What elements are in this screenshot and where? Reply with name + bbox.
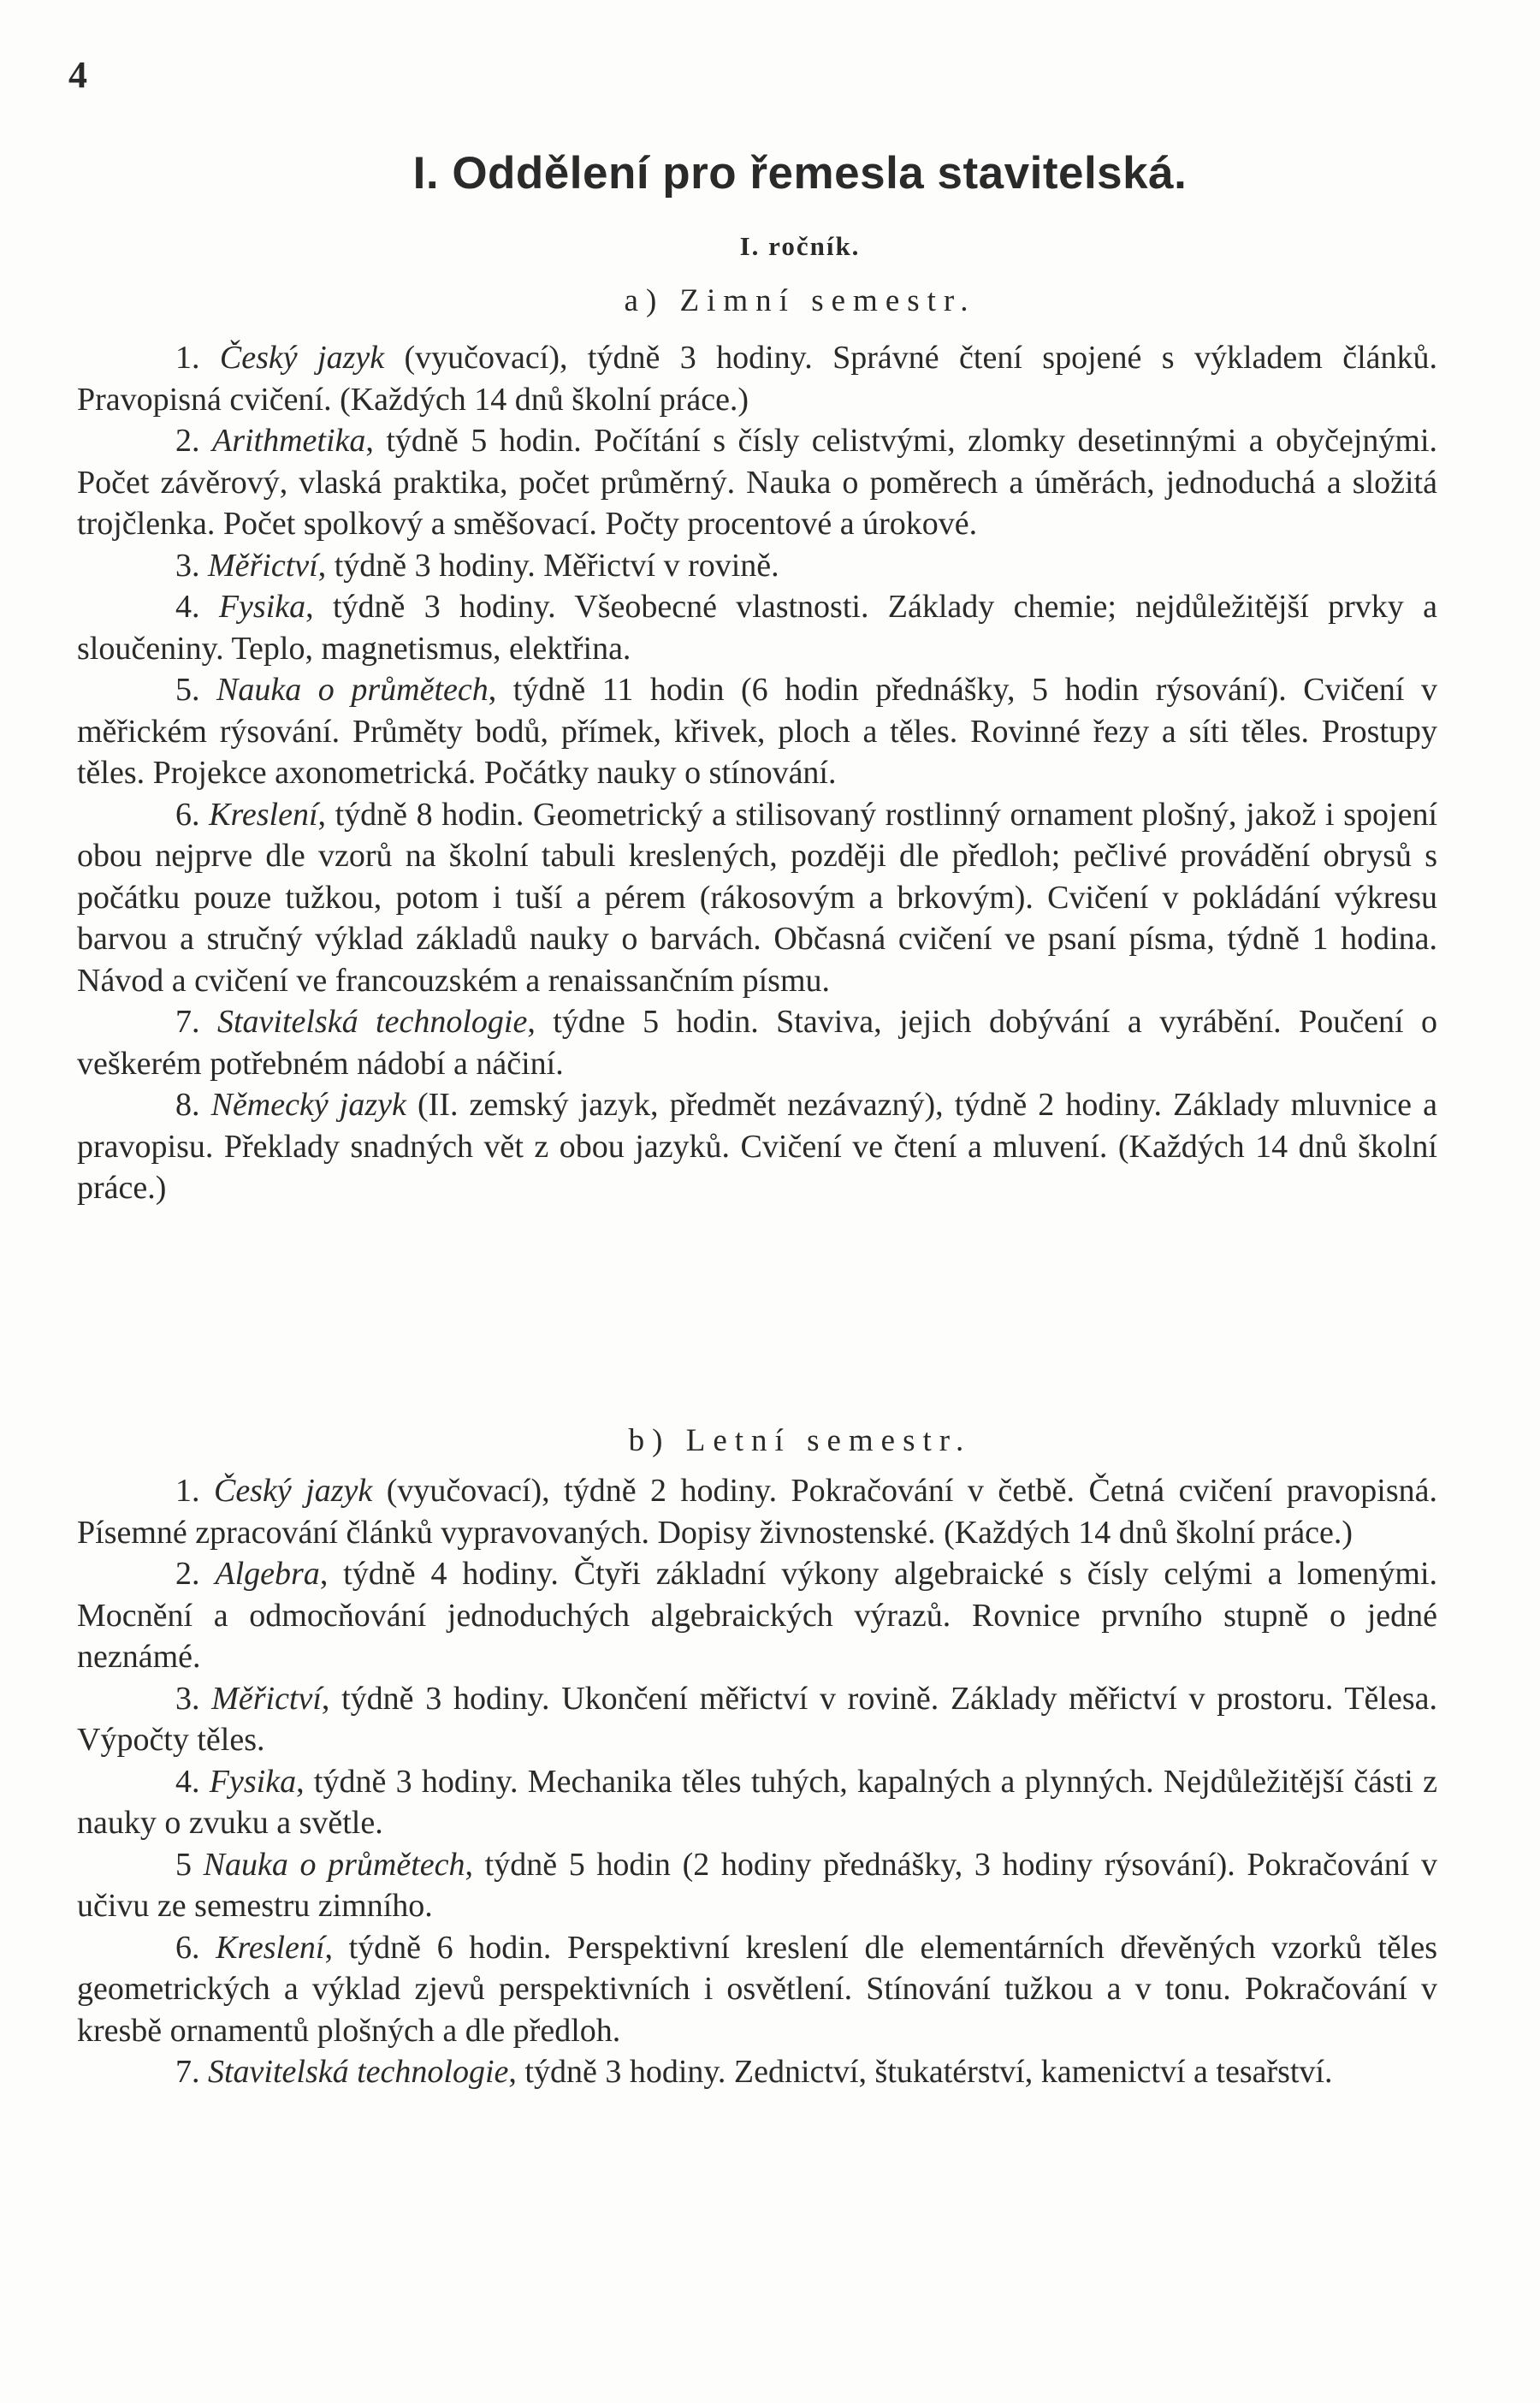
course-item — [77, 1844, 1437, 1927]
page-number: 4 — [68, 54, 87, 96]
subject-name: Arithmetika — [211, 423, 366, 459]
item-number: 6. — [175, 796, 200, 833]
subject-name: Fysika — [209, 1763, 297, 1800]
item-text: , týdně 8 hodin. Geometrický a stilisovaný rostlinný ornament plošný, jakož i spojení obou nejprve dle vzorů na školní tabuli kreslených, později dle předloh; pečlivé provádění obrysů s počátku pouze tužkou, potom i tuší a pérem (rákosovým a brkovým). Cvičení v pokládání výkresu barvou a stručný výklad základů nauky o barvách. Občasná cvičení ve psaní písma, týdně 1 hodina. Návod a cvičení ve francouzském a renaissančním písmu. — [77, 796, 1438, 999]
subject-name: Kreslení — [209, 796, 318, 833]
subject-name: Měřictví — [208, 547, 318, 584]
item-number: 5 — [175, 1846, 192, 1883]
item-number: 5. — [175, 672, 200, 708]
course-item — [77, 1553, 1437, 1678]
item-text: , týdně 4 hodiny. Čtyři základní výkony algebraické s čísly celými a lomenými. Mocnění a odmocňování jednoduchých algebraických výrazů. Rovnice prvního stupně o jedné neznámé. — [77, 1556, 1438, 1675]
item-text: , týdně 3 hodiny. Ukončení měřictví v rovině. Základy měřictví v prostoru. Tělesa. Výpočty těles. — [77, 1680, 1438, 1758]
item-text: , týdně 3 hodiny. Mechanika těles tuhých, kapalných a plynných. Nejdůležitější části z nauky o zvuku a světle. — [77, 1763, 1438, 1841]
item-number: 4. — [175, 589, 200, 625]
item-number: 2. — [175, 423, 200, 459]
item-number: 7. — [175, 2054, 200, 2090]
subject-name: Stavitelská technologie — [216, 1004, 528, 1040]
item-text: , týdně 3 hodiny. Všeobecné vlastnosti. Základy chemie; nejdůležitější prvky a sloučeniny. Teplo, magnetismus, elektřina. — [77, 589, 1437, 667]
subject-name: Německý jazyk — [210, 1087, 406, 1123]
item-text: , týdně 5 hodin (2 hodiny přednášky, 3 hodiny rýsování). Pokračování v učivu ze semestru zimního. — [77, 1846, 1437, 1924]
subject-name: Kreslení — [216, 1929, 325, 1966]
subject-name: Český jazyk — [219, 340, 385, 376]
course-item — [77, 420, 1437, 545]
course-item — [77, 669, 1437, 794]
item-text: , týdně 3 hodiny. Měřictví v rovině. — [317, 547, 779, 584]
item-number: 8. — [175, 1087, 200, 1123]
subject-name: Měřictví — [211, 1680, 322, 1717]
winter-semester-heading: a) Zimní semestr. — [624, 283, 976, 318]
year-heading: I. ročník. — [739, 231, 861, 261]
course-item — [77, 2051, 1437, 2093]
course-item — [77, 1084, 1437, 1209]
item-text: , týdne 5 hodin. Staviva, jejich dobývání a vyrábění. Poučení o veškerém potřebném nádobí a náčiní. — [77, 1004, 1438, 1082]
item-text: , týdně 5 hodin. Počítání s čísly celistvými, zlomky desetinnými a obyčejnými. Počet závěrový, vlaská praktika, počet průměrný. Nauka o poměrech a úměrách, jednoduchá a složitá trojčlenka. Počet spolkový a směšovací. Počty procentové a úrokové. — [77, 423, 1438, 542]
course-item — [77, 1761, 1437, 1844]
item-number: 7. — [175, 1004, 200, 1040]
subject-name: Nauka o průmětech — [216, 672, 489, 708]
course-item — [77, 794, 1437, 1002]
summer-course-list — [77, 1470, 1437, 2093]
item-number: 4. — [175, 1763, 200, 1800]
item-number: 1. — [175, 340, 200, 376]
subject-name: Nauka o průmětech — [203, 1846, 465, 1883]
item-number: 1. — [175, 1473, 200, 1509]
item-number: 3. — [175, 1680, 200, 1717]
course-item — [77, 1470, 1437, 1553]
subject-name: Stavitelská technologie — [208, 2054, 509, 2090]
course-item — [77, 1927, 1437, 2052]
item-text: , týdně 6 hodin. Perspektivní kreslení dle elementárních dřevěných vzorků těles geometrických a výklad zjevů perspektivních i osvětlení. Stínování tužkou a v tonu. Pokračování v kresbě ornamentů plošných a dle předloh. — [77, 1929, 1437, 2049]
winter-course-list — [77, 337, 1437, 1209]
summer-semester-heading: b) Letní semestr. — [628, 1423, 972, 1458]
subject-name: Fysika — [218, 589, 306, 625]
course-item — [77, 545, 1437, 587]
course-item — [77, 337, 1437, 420]
item-number: 6. — [175, 1929, 200, 1966]
course-item — [77, 1678, 1437, 1761]
item-number: 2. — [175, 1556, 200, 1592]
course-item — [77, 1001, 1437, 1084]
subject-name: Algebra — [215, 1556, 320, 1592]
item-text: , týdně 3 hodiny. Zednictví, štukatérství, kamenictví a tesařství. — [508, 2054, 1333, 2090]
item-text: (II. zemský jazyk, předmět nezávazný), týdně 2 hodiny. Základy mluvnice a pravopisu. Překlady snadných vět z obou jazyků. Cvičení ve čtení a mluvení. (Každých 14 dnů školní práce.) — [77, 1087, 1438, 1206]
item-text: (vyučovací), týdně 2 hodiny. Pokračování v četbě. Četná cvičení pravopisná. Písemné zpracování článků vypravovaných. Dopisy živnostenské. (Každých 14 dnů školní práce.) — [77, 1473, 1438, 1551]
item-text: (vyučovací), týdně 3 hodiny. Správné čtení spojené s výkladem článků. Pravopisná cvičení. (Každých 14 dnů školní práce.) — [77, 340, 1437, 418]
item-text: , týdně 11 hodin (6 hodin přednášky, 5 hodin rýsování). Cvičení v měřickém rýsování. Průměty bodů, přímek, křivek, ploch a těles. Rovinné řezy a síti těles. Prostupy těles. Projekce axonometrická. Počátky nauky o stínování. — [77, 672, 1438, 791]
course-item — [77, 586, 1437, 669]
section-title: I. Oddělení pro řemesla stavitelská. — [412, 148, 1188, 199]
subject-name: Český jazyk — [213, 1473, 373, 1509]
item-number: 3. — [175, 547, 200, 584]
